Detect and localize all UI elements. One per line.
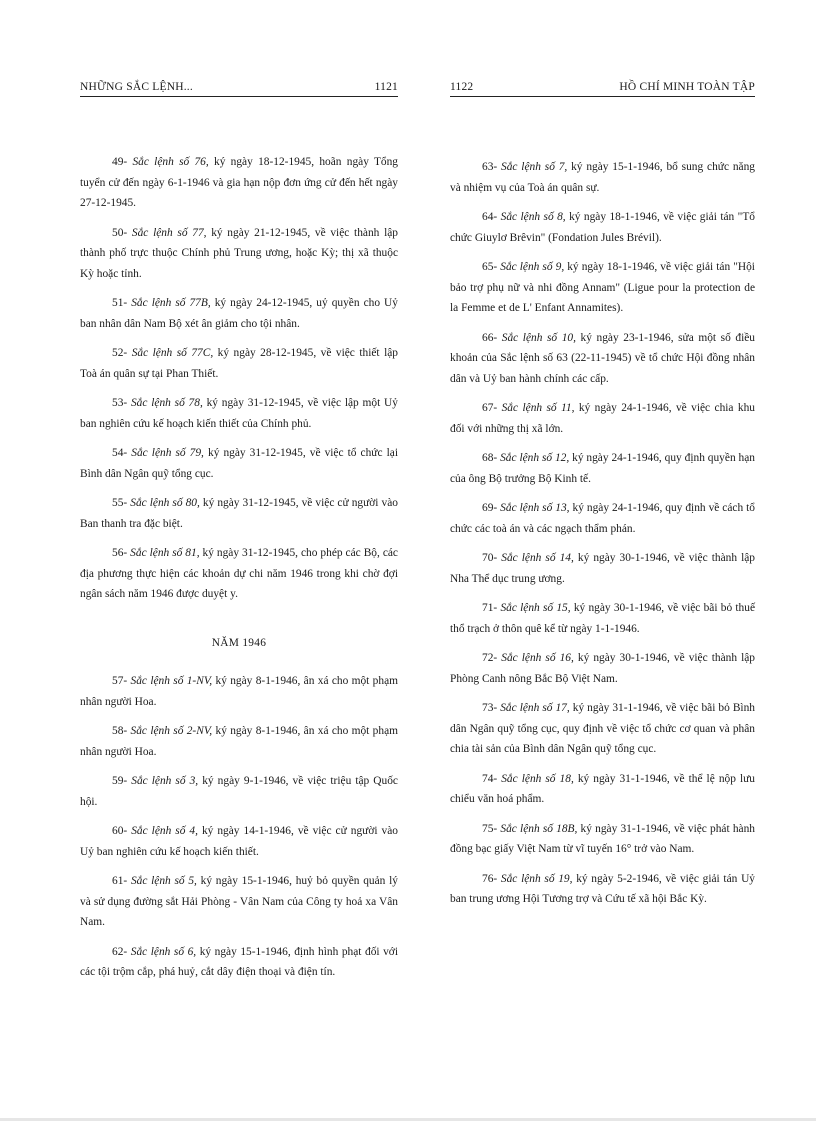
entry-number: 69- [482,502,498,514]
entry-number: 68- [482,452,498,464]
left-page [80,0,398,1123]
decree-title: Sắc lệnh số 81, [130,547,200,559]
decree-title: Sắc lệnh số 11, [501,402,575,414]
decree-description: ký ngày 18-1-1946, về việc giải tán "Hội bảo trợ phụ nữ và nhi đồng Annam" (Ligue pour la protection de la Femme et de L' Enfant Annamites). [450,261,755,314]
decree-title: Sắc lệnh số 77, [131,226,207,239]
decree-description: ký ngày 24-1-1946, quy định quyền hạn của ông Bộ trưởng Bộ Kinh tế. [450,452,755,485]
entry-number: 54- [112,447,128,459]
entry-number: 74- [482,772,498,785]
right-page-number: 1122 [450,81,474,93]
entry-number: 50- [112,226,128,239]
decree-title: Sắc lệnh số 19, [500,872,573,885]
entry-number: 58- [112,725,128,737]
decree-description: ký ngày 30-1-1946, về việc bãi bỏ thuế thổ trạch ở thôn quê kể từ ngày 1-1-1946. [450,602,755,635]
decree-entry [450,157,755,198]
decree-title: Sắc lệnh số 2-NV, [130,725,213,737]
left-body [80,152,398,992]
decree-title: Sắc lệnh số 76, [132,156,209,168]
entry-number: 76- [482,872,498,885]
entry-number: 61- [112,875,128,887]
decree-entry [450,498,755,539]
decree-title: Sắc lệnh số 1-NV, [130,675,213,687]
decree-entry [80,942,398,983]
decree-description: ký ngày 15-1-1946, huỷ bỏ quyền quản lý và sử dụng đường sắt Hải Phòng - Vân Nam của Công ty hoả xa Vân Nam. [80,875,398,928]
decree-description: ký ngày 31-12-1945, cho phép các Bộ, các địa phương thực hiện các khoản dự chi năm 1946 trong khi chờ đợi ngân sách năm 1946 được duyệt y. [80,547,398,600]
decree-description: ký ngày 31-12-1945, về việc cử người vào Ban thanh tra đặc biệt. [80,497,398,530]
decree-entry [450,328,755,390]
decree-title: Sắc lệnh số 12, [500,452,570,464]
decree-title: Sắc lệnh số 78, [130,397,203,409]
decree-title: Sắc lệnh số 79, [131,447,204,459]
entry-number: 57- [112,675,128,687]
decree-entry [80,293,398,334]
decree-description: ký ngày 30-1-1946, về việc thành lập Phòng Canh nông Bắc Bộ Việt Nam. [450,652,755,685]
decree-entry [450,548,755,589]
entry-number: 72- [482,652,498,664]
decree-entry [450,207,755,248]
entry-number: 67- [482,402,498,414]
right-running-head [450,76,755,97]
decree-description: ký ngày 8-1-1946, ân xá cho một phạm nhân người Hoa. [80,725,398,758]
right-running-title: HỒ CHÍ MINH TOÀN TẬP [619,81,755,93]
decree-description: ký ngày 18-1-1946, về việc giải tán "Tổ chức Giuylơ Brêvin" (Fondation Jules Brévil). [450,211,755,244]
decree-description: ký ngày 31-1-1946, về thể lệ nộp lưu chiểu văn hoá phẩm. [450,772,755,805]
left-running-title: NHỮNG SẮC LỆNH... [80,81,193,93]
decree-description: ký ngày 24-1-1946, quy định về cách tổ chức các toà án và các ngạch thẩm phán. [450,502,755,535]
decree-title: Sắc lệnh số 77B, [131,297,211,309]
entry-number: 64- [482,211,498,223]
entry-number: 71- [482,602,498,614]
entry-number: 55- [112,497,128,509]
left-entries-before-heading [80,152,398,605]
decree-description: ký ngày 15-1-1946, định hình phạt đối với các tội trộm cắp, phá huỷ, cắt dây điện thoại và điện tín. [80,945,398,978]
decree-title: Sắc lệnh số 15, [500,602,571,614]
decree-entry [80,771,398,812]
entry-number: 60- [112,825,128,837]
entry-number: 49- [112,156,128,168]
bottom-rule [0,1118,816,1121]
decree-title: Sắc lệnh số 80, [130,497,200,509]
decree-entry [80,671,398,712]
decree-description: ký ngày 23-1-1946, sửa một số điều khoản của Sắc lệnh số 63 (22-11-1945) về tổ chức Hội đồng nhân dân và Uỷ ban hành chính các cấp. [450,331,755,385]
entry-number: 75- [482,822,498,835]
left-entries-after-heading [80,671,398,983]
decree-description: ký ngày 31-1-1946, về việc bãi bỏ Bình dân Ngân quỹ tổng cục, quy định về việc tổ chức cơ quan và phân chia tài sản của Bình dân Ngân quỹ tổng cục. [450,702,755,755]
decree-entry [80,721,398,762]
right-page [450,0,755,1123]
right-entries [450,157,755,910]
decree-entry [80,223,398,285]
decree-title: Sắc lệnh số 5, [130,875,197,887]
decree-description: ký ngày 15-1-1946, bổ sung chức năng và nhiệm vụ của Toà án quân sự. [450,161,755,194]
entry-number: 66- [482,331,498,344]
entry-number: 62- [112,945,128,958]
decree-description: ký ngày 14-1-1946, về việc cử người vào Uỷ ban nghiên cứu kế hoạch kiến thiết. [80,825,398,858]
decree-entry [450,398,755,439]
decree-title: Sắc lệnh số 7, [501,161,568,173]
decree-title: Sắc lệnh số 18B, [500,822,578,835]
decree-title: Sắc lệnh số 10, [501,331,576,344]
decree-description: ký ngày 9-1-1946, về việc triệu tập Quốc hội. [80,775,398,808]
decree-entry [450,448,755,489]
decree-entry [450,769,755,810]
entry-number: 51- [112,297,128,309]
decree-description: ký ngày 18-12-1945, hoãn ngày Tổng tuyển cử đến ngày 6-1-1946 và gia hạn nộp đơn ứng cử đến hết ngày 27-12-1945. [80,156,399,209]
decree-title: Sắc lệnh số 16, [501,652,574,664]
decree-title: Sắc lệnh số 9, [500,261,565,273]
entry-number: 56- [112,547,128,559]
decree-entry [450,819,755,860]
decree-entry [80,443,398,484]
decree-entry [450,648,755,689]
entry-number: 65- [482,261,498,273]
decree-entry [80,393,398,434]
section-heading-1946: NĂM 1946 [211,636,267,649]
decree-title: Sắc lệnh số 8, [500,211,566,223]
decree-entry [450,257,755,319]
decree-entry [80,821,398,862]
decree-title: Sắc lệnh số 18, [501,772,574,785]
decree-description: ký ngày 21-12-1945, về việc thành lập thành phố trực thuộc Chính phủ Trung ương, hoặc Kỳ; thị xã thuộc Kỳ hoặc tỉnh. [80,226,398,280]
decree-title: Sắc lệnh số 14, [501,552,574,564]
decree-entry [450,698,755,760]
decree-description: ký ngày 24-12-1945, uỷ quyền cho Uỷ ban nhân dân Nam Bộ xét ân giảm cho tội nhân. [80,297,398,330]
entry-number: 70- [482,552,498,564]
entry-number: 53- [112,397,128,409]
left-running-head [80,76,398,97]
left-page-number: 1121 [374,81,398,93]
decree-entry [80,543,398,605]
decree-description: ký ngày 28-12-1945, về việc thiết lập Toà án quân sự tại Phan Thiết. [80,347,398,380]
decree-title: Sắc lệnh số 13, [500,502,570,514]
entry-number: 59- [112,775,128,787]
decree-entry [80,493,398,534]
decree-entry [450,869,755,910]
entry-number: 63- [482,161,498,173]
decree-title: Sắc lệnh số 77C, [131,347,214,359]
right-body [450,157,755,919]
decree-description: ký ngày 31-1-1946, về việc phát hành đồng bạc giấy Việt Nam từ vĩ tuyến 16° trở vào Nam. [450,822,755,855]
decree-title: Sắc lệnh số 3, [131,775,199,787]
entry-number: 73- [482,702,498,714]
decree-description: ký ngày 31-12-1945, về việc tổ chức lại Bình dân Ngân quỹ tổng cục. [80,447,398,480]
decree-title: Sắc lệnh số 6, [130,945,197,958]
decree-title: Sắc lệnh số 4, [131,825,198,837]
decree-description: ký ngày 8-1-1946, ân xá cho một phạm nhân người Hoa. [80,675,398,708]
entry-number: 52- [112,347,128,359]
decree-entry [80,871,398,933]
decree-description: ký ngày 24-1-1946, về việc chia khu đối với những thị xã lớn. [450,402,755,435]
decree-entry [80,152,398,214]
decree-entry [80,343,398,384]
decree-description: ký ngày 5-2-1946, về việc giải tán Uỷ ban trung ương Hội Tương trợ và Cứu tế xã hội Bắc Kỳ. [450,872,755,905]
decree-title: Sắc lệnh số 17, [500,702,570,714]
decree-entry [450,598,755,639]
decree-description: ký ngày 30-1-1946, về việc thành lập Nha Thể dục trung ương. [450,552,755,585]
decree-description: ký ngày 31-12-1945, về việc lập một Uỷ ban nghiên cứu kế hoạch kiến thiết của Chính phủ. [80,397,398,430]
